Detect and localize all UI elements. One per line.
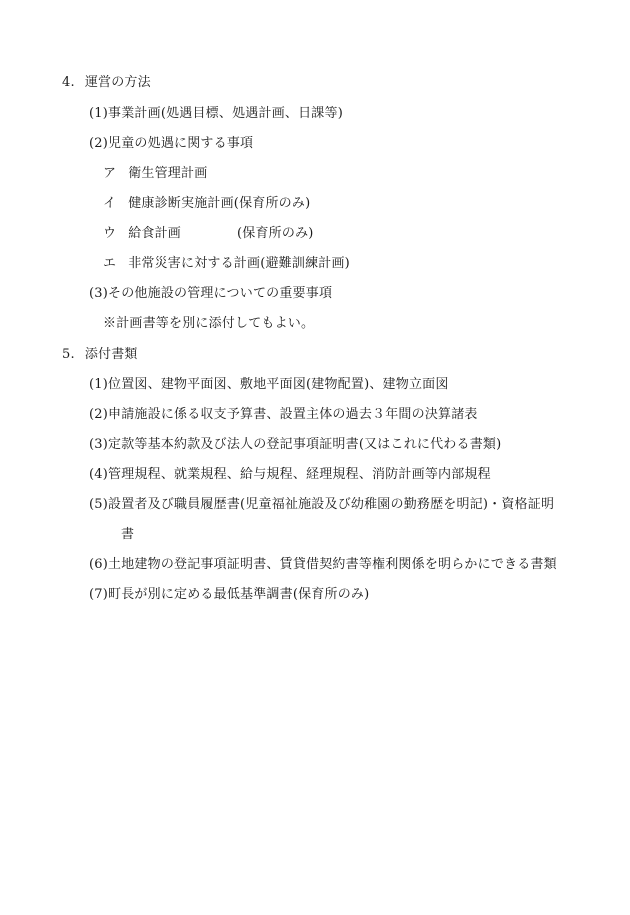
section-5-item-1	[89, 377, 449, 393]
section-4-subitem-e	[103, 256, 350, 272]
subitem-note: (保育所のみ)	[237, 226, 314, 241]
item-number: (3)	[89, 286, 109, 301]
subitem-kana: ウ	[103, 226, 117, 241]
section-5-item-2	[89, 407, 478, 423]
section-4-subitem-a	[103, 166, 207, 182]
item-number: (6)	[89, 557, 109, 572]
item-number: (5)	[89, 497, 109, 512]
section-5-item-4	[89, 467, 491, 483]
subitem-kana: ア	[103, 166, 117, 181]
subitem-text: 非常災害に対する計画(避難訓練計画)	[128, 256, 350, 271]
item-text: 町長が別に定める最低基準調書(保育所のみ)	[108, 587, 370, 602]
item-text: 申請施設に係る収支予算書、設置主体の過去３年間の決算諸表	[108, 407, 478, 422]
item-number: (2)	[89, 407, 109, 422]
subitem-text: 給食計画	[128, 226, 182, 241]
item-text: 定款等基本約款及び法人の登記事項証明書(又はこれに代わる書類)	[108, 437, 502, 452]
section-5-heading	[62, 347, 138, 363]
section-4-number: 4.	[62, 75, 75, 90]
section-5-item-6	[89, 557, 557, 573]
section-5-item-3	[89, 437, 501, 453]
section-5-item-5-continuation: 書	[121, 527, 135, 542]
item-text: 管理規程、就業規程、給与規程、経理規程、消防計画等内部規程	[108, 467, 491, 482]
item-text: 設置者及び職員履歴書(児童福祉施設及び幼稚園の勤務歴を明記)・資格証明	[108, 497, 555, 512]
section-4-note: ※計画書等を別に添付してもよい。	[103, 316, 315, 331]
item-text: 事業計画(処遇目標、処遇計画、日課等)	[108, 106, 343, 121]
item-text: 位置図、建物平面図、敷地平面図(建物配置)、建物立面図	[108, 377, 449, 392]
subitem-text: 健康診断実施計画(保育所のみ)	[128, 196, 311, 211]
section-5-item-7	[89, 587, 369, 603]
section-4-heading	[62, 75, 151, 91]
section-4-subitem-i	[103, 196, 310, 212]
item-text: 土地建物の登記事項証明書、賃貸借契約書等権利関係を明らかにできる書類	[108, 557, 557, 572]
section-4-item-1	[89, 106, 343, 122]
item-number: (4)	[89, 467, 109, 482]
subitem-text: 衛生管理計画	[128, 166, 208, 181]
item-text: 児童の処遇に関する事項	[108, 136, 254, 151]
section-5-number: 5.	[62, 347, 75, 362]
item-number: (1)	[89, 106, 109, 121]
subitem-kana: エ	[103, 256, 117, 271]
section-4-item-3	[89, 286, 332, 302]
item-number: (2)	[89, 136, 109, 151]
item-text: その他施設の管理についての重要事項	[108, 286, 333, 301]
section-5-item-5	[89, 497, 554, 513]
section-4-title: 運営の方法	[84, 75, 151, 90]
item-number: (1)	[89, 377, 109, 392]
subitem-kana: イ	[103, 196, 117, 211]
item-number: (7)	[89, 587, 109, 602]
section-5-title: 添付書類	[84, 347, 138, 362]
section-4-subitem-u	[103, 226, 314, 242]
item-number: (3)	[89, 437, 109, 452]
section-4-item-2	[89, 136, 253, 152]
